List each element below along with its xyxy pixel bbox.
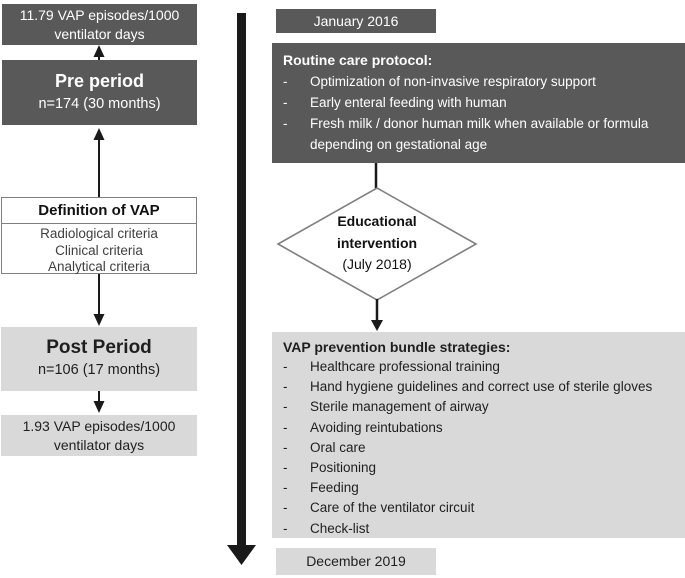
bullet-label: Early enteral feeding with human: [310, 95, 507, 110]
educational-intervention-line1: Educational: [337, 213, 417, 229]
bullet-item: [283, 458, 681, 478]
bullet-dash: -: [283, 520, 288, 536]
list-item: Analytical criteria: [47, 259, 151, 274]
pre-rate-line2: ventilator days: [54, 26, 145, 42]
bullet-item: [283, 478, 681, 498]
bullet-item: [283, 113, 679, 155]
bullet-item: [283, 377, 681, 397]
bullet-dash: -: [283, 74, 288, 89]
timeline-arrow-shaft: [237, 13, 246, 545]
list-item: Radiological criteria: [40, 226, 158, 241]
timeline-arrowhead: [227, 545, 256, 565]
arrow-diamond-to-bundle: [371, 299, 383, 331]
educational-intervention-label: [297, 211, 457, 276]
routine-care-protocol-list: [283, 71, 679, 155]
bullet-item: [283, 418, 681, 438]
bullet-item: [283, 438, 681, 458]
bullet-label: Sterile management of airway: [310, 399, 489, 415]
vap-bundle-box: [272, 332, 685, 538]
bullet-item: [283, 519, 681, 539]
bullet-label: Optimization of non-invasive respiratory support: [310, 74, 596, 89]
bullet-dash: -: [283, 95, 288, 110]
definition-criteria-list: [2, 224, 196, 276]
bullet-item: [283, 92, 679, 113]
educational-intervention-date: (July 2018): [342, 256, 412, 272]
bullet-label: Hand hygiene guidelines and correct use of sterile gloves: [310, 379, 653, 395]
bullet-dash: -: [283, 116, 288, 131]
arrow-definition-to-post-period: [94, 274, 105, 326]
bullet-label: Care of the ventilator circuit: [310, 500, 475, 516]
definition-title: Definition of VAP: [2, 198, 196, 224]
pre-rate-line1: 11.79 VAP episodes/1000: [19, 7, 180, 23]
bullet-dash: -: [283, 460, 288, 476]
bullet-item: [283, 498, 681, 518]
bullet-label: Feeding: [310, 480, 359, 496]
post-period-title: Post Period: [46, 337, 152, 358]
pre-period-title: Pre period: [54, 71, 145, 91]
bullet-item: [283, 71, 679, 92]
bullet-dash: -: [283, 439, 288, 455]
vap-bundle-title: VAP prevention bundle strategies:: [283, 339, 511, 355]
arrow-post-period-to-post-rate: [94, 391, 105, 413]
post-rate-line2: ventilator days: [53, 437, 145, 453]
timeline-end-box: December 2019: [276, 548, 436, 575]
list-item: Clinical criteria: [55, 242, 143, 258]
bullet-item: [283, 397, 681, 417]
post-rate-box: [1, 415, 197, 456]
bullet-label: Avoiding reintubations: [310, 419, 443, 435]
timeline-arrow: [227, 13, 256, 565]
bullet-label: Oral care: [310, 439, 366, 455]
timeline-start-box: January 2016: [276, 9, 436, 33]
definition-of-vap-box: [1, 197, 197, 274]
vap-bundle-list: [283, 357, 681, 539]
bullet-dash: -: [283, 399, 288, 415]
pre-rate-box: [2, 4, 197, 45]
bullet-dash: -: [283, 480, 288, 496]
post-rate-line1: 1.93 VAP episodes/1000: [22, 418, 176, 434]
bullet-label: Fresh milk / donor human milk when available or formula depending on gestational age: [310, 116, 649, 152]
arrow-pre-period-to-pre-rate: [94, 45, 105, 60]
routine-care-protocol-title: Routine care protocol:: [283, 52, 433, 68]
bullet-label: Healthcare professional training: [310, 359, 500, 374]
post-period-subtitle: n=106 (17 months): [37, 362, 161, 378]
bullet-dash: -: [283, 379, 288, 395]
educational-intervention-line2: intervention: [336, 234, 418, 251]
bullet-label: Check-list: [310, 520, 370, 536]
arrow-definition-to-pre-period: [94, 128, 105, 197]
bullet-item: [283, 357, 681, 377]
pre-period-box: [2, 60, 197, 125]
routine-care-protocol-box: [272, 43, 685, 163]
post-period-box: [1, 327, 197, 391]
bullet-dash: -: [283, 359, 288, 374]
bullet-dash: -: [283, 419, 288, 435]
bullet-dash: -: [283, 500, 288, 516]
bullet-label: Positioning: [310, 460, 377, 476]
pre-period-subtitle: n=174 (30 months): [38, 96, 161, 112]
